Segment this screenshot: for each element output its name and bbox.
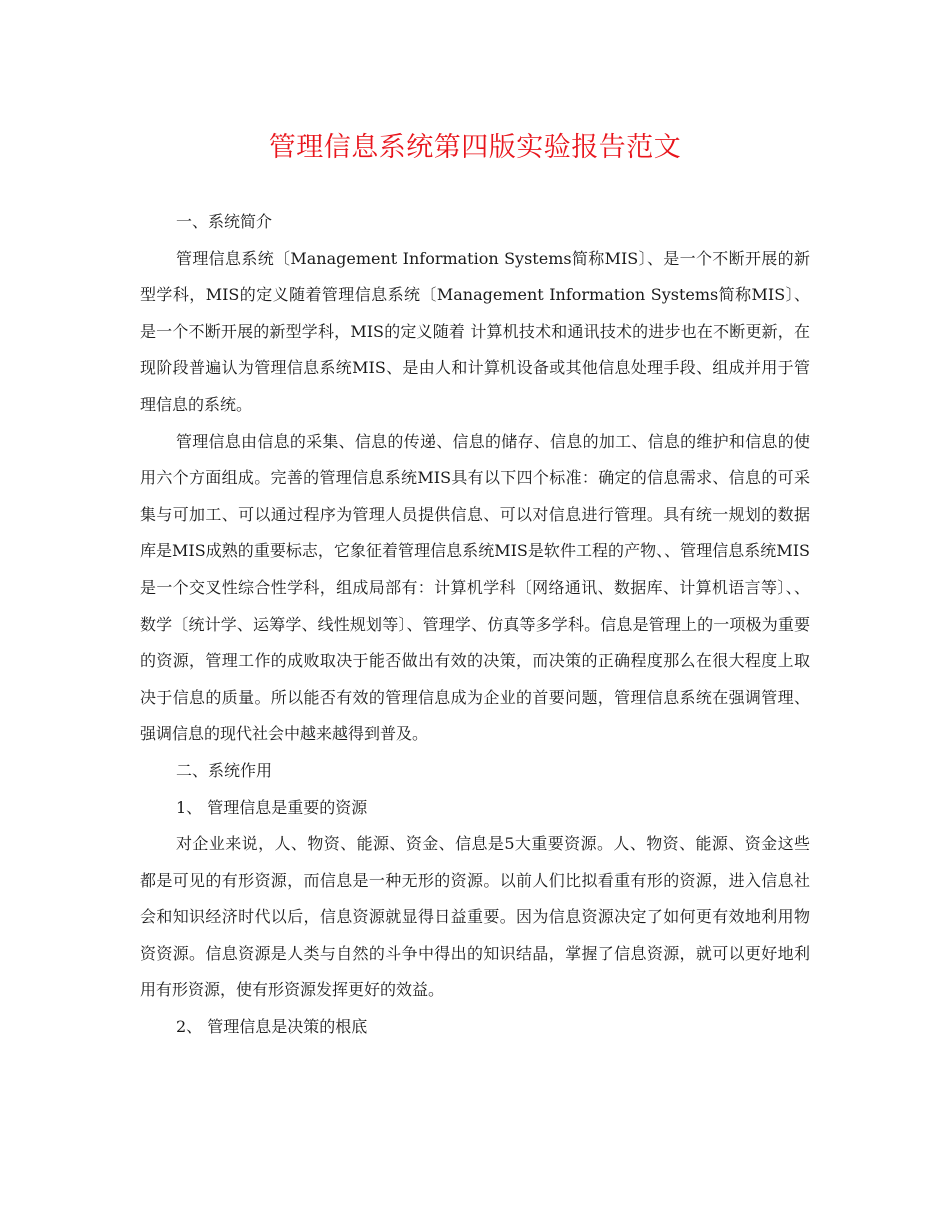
document-title: 管理信息系统第四版实验报告范文 [268,132,682,163]
paragraph-mis-composition: 管理信息由信息的采集、信息的传递、信息的储存、信息的加工、信息的维护和信息的使用六个方面组成。完善的管理信息系统MIS具有以下四个标准：确定的信息需求、信息的可采集与可加工、可以通过程序为管理人员提供信息、可以对信息进行管理。具有统一规划的数据库是MIS成熟的重要标志，它象征着管理信息系统MIS是软件工程的产物、、管理信息系统MIS是一个交叉性综合性学科，组成局部有：计算机学科〔网络通讯、数据库、计算机语言等〕、、数学〔统计学、运筹学、线性规划等〕、管理学、仿真等多学科。信息是管理上的一项极为重要的资源，管理工作的成败取决于能否做出有效的决策，而决策的正确程度那么在很大程度上取决于信息的质量。所以能否有效的管理信息成为企业的首要问题，管理信息系统在强调管理、强调信息的现代社会中越来越得到普及。 [140,431,810,744]
subheading-resource: 1、 管理信息是重要的资源 [176,797,368,817]
section-heading-function: 二、系统作用 [176,760,273,780]
paragraph-mis-definition: 管理信息系统〔Management Information Systems简称MIS〕、是一个不断开展的新型学科，MIS的定义随着管理信息系统〔Management Information Systems简称MIS〕、是一个不断开展的新型学科，MIS的定义随着 计算机技术和通讯技术的进步也在不断更新，在现阶段普遍认为管理信息系统MIS、是由人和计算机设备或其他信息处理手段、组成并用于管理信息的系统。 [140,248,810,414]
document-body [140,204,810,1046]
section-heading-intro: 一、系统简介 [176,212,273,231]
paragraph-resources: 对企业来说，人、物资、能源、资金、信息是5大重要资源。人、物资、能源、资金这些都是可见的有形资源，而信息是一种无形的资源。以前人们比拟看重有形的资源，进入信息社会和知识经济时代以后，信息资源就显得日益重要。因为信息资源决定了如何更有效地利用物资资源。信息资源是人类与自然的斗争中得出的知识结晶，掌握了信息资源，就可以更好地利用有形资源，使有形资源发挥更好的效益。 [140,834,810,1000]
subheading-decision-basis: 2、 管理信息是决策的根底 [176,1017,368,1037]
